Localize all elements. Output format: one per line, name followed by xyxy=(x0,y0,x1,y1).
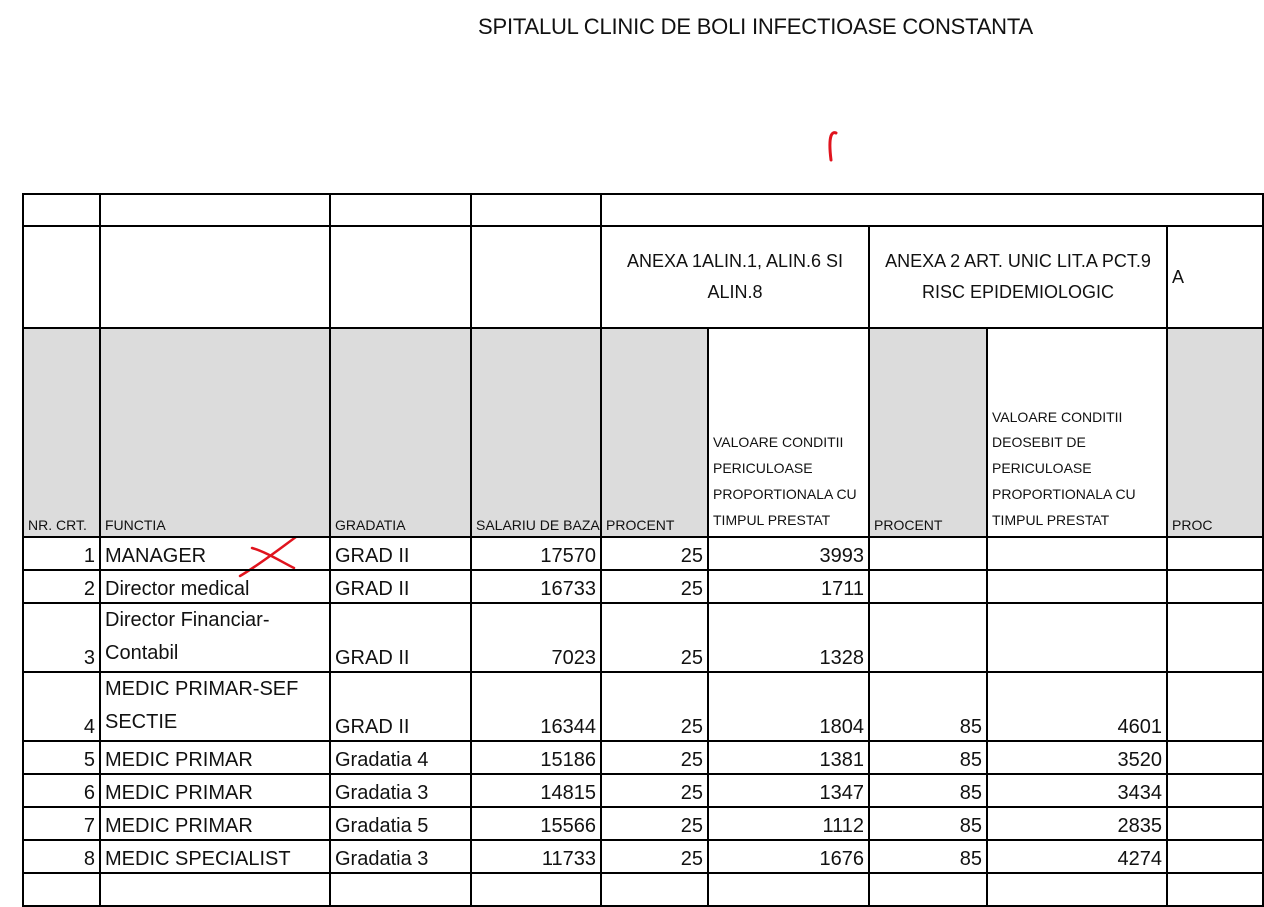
cell-valoare1: 3993 xyxy=(708,537,869,570)
cell-salariu: 16733 xyxy=(471,570,601,603)
blank-cell xyxy=(23,226,100,328)
blank-header-row xyxy=(23,194,1263,226)
cell-nr xyxy=(23,873,100,906)
cell-procent1: 25 xyxy=(601,741,708,774)
cell-valoare1: 1347 xyxy=(708,774,869,807)
table-row-cutoff xyxy=(23,873,1263,906)
col-header-procent3: PROC xyxy=(1167,328,1263,537)
cell-functia: MEDIC PRIMAR xyxy=(100,741,330,774)
group-header-row xyxy=(23,226,1263,328)
cell-procent2 xyxy=(869,537,987,570)
cell-procent3 xyxy=(1167,873,1263,906)
cell-salariu: 14815 xyxy=(471,774,601,807)
salary-table-wrapper xyxy=(22,193,1262,907)
cell-functia: Director medical xyxy=(100,570,330,603)
cell-procent1: 25 xyxy=(601,603,708,672)
cell-functia: MEDIC PRIMAR xyxy=(100,774,330,807)
col-header-functia: FUNCTIA xyxy=(100,328,330,537)
cell-valoare1: 1328 xyxy=(708,603,869,672)
cell-procent2: 85 xyxy=(869,741,987,774)
cell-valoare1 xyxy=(708,873,869,906)
col-header-nr: NR. CRT. xyxy=(23,328,100,537)
col-header-procent2: PROCENT xyxy=(869,328,987,537)
cell-procent1 xyxy=(601,873,708,906)
cell-procent3 xyxy=(1167,603,1263,672)
cell-gradatia: Gradatia 5 xyxy=(330,807,471,840)
table-row xyxy=(23,570,1263,603)
cell-gradatia xyxy=(330,873,471,906)
cell-salariu: 17570 xyxy=(471,537,601,570)
red-pen-mark xyxy=(822,128,842,164)
cell-functia: Director Financiar-Contabil xyxy=(100,603,330,672)
cell-salariu: 15566 xyxy=(471,807,601,840)
cell-valoare1: 1676 xyxy=(708,840,869,873)
cell-gradatia: Gradatia 3 xyxy=(330,774,471,807)
cell-salariu: 16344 xyxy=(471,672,601,741)
group-header-anexa1: ANEXA 1ALIN.1, ALIN.6 SI ALIN.8 xyxy=(601,226,869,328)
cell-gradatia: GRAD II xyxy=(330,603,471,672)
blank-cell xyxy=(330,194,471,226)
cell-procent1: 25 xyxy=(601,774,708,807)
cell-valoare2: 4601 xyxy=(987,672,1167,741)
cell-valoare1: 1711 xyxy=(708,570,869,603)
cell-gradatia: GRAD II xyxy=(330,537,471,570)
blank-cell xyxy=(100,194,330,226)
cell-procent2: 85 xyxy=(869,774,987,807)
table-row xyxy=(23,603,1263,672)
cell-nr: 5 xyxy=(23,741,100,774)
cell-salariu xyxy=(471,873,601,906)
document-title: SPITALUL CLINIC DE BOLI INFECTIOASE CONSTANTA xyxy=(478,14,1033,39)
cell-procent1: 25 xyxy=(601,537,708,570)
blank-cell xyxy=(330,226,471,328)
blank-cell xyxy=(100,226,330,328)
cell-valoare2: 4274 xyxy=(987,840,1167,873)
cell-salariu: 11733 xyxy=(471,840,601,873)
cell-gradatia: GRAD II xyxy=(330,672,471,741)
salary-table xyxy=(22,193,1264,907)
group-header-anexa2: ANEXA 2 ART. UNIC LIT.A PCT.9 RISC EPIDEMIOLOGIC xyxy=(869,226,1167,328)
cell-procent2: 85 xyxy=(869,807,987,840)
cell-procent1: 25 xyxy=(601,672,708,741)
cell-valoare2 xyxy=(987,873,1167,906)
cell-procent2 xyxy=(869,873,987,906)
cell-procent3 xyxy=(1167,537,1263,570)
table-row xyxy=(23,741,1263,774)
cell-valoare2: 2835 xyxy=(987,807,1167,840)
cell-procent1: 25 xyxy=(601,840,708,873)
column-header-row xyxy=(23,328,1263,537)
cell-salariu: 15186 xyxy=(471,741,601,774)
col-header-valoare1: VALOARE CONDITII PERICULOASE PROPORTIONALA CU TIMPUL PRESTAT xyxy=(708,328,869,537)
cell-procent1: 25 xyxy=(601,570,708,603)
table-row xyxy=(23,672,1263,741)
blank-cell xyxy=(471,226,601,328)
cell-nr: 6 xyxy=(23,774,100,807)
cell-procent1: 25 xyxy=(601,807,708,840)
cell-procent2: 85 xyxy=(869,672,987,741)
cell-procent2: 85 xyxy=(869,840,987,873)
table-row xyxy=(23,807,1263,840)
cell-procent3 xyxy=(1167,570,1263,603)
blank-cell xyxy=(471,194,601,226)
table-row xyxy=(23,537,1263,570)
cell-procent3 xyxy=(1167,807,1263,840)
table-row xyxy=(23,774,1263,807)
cell-valoare1: 1112 xyxy=(708,807,869,840)
cell-valoare1: 1804 xyxy=(708,672,869,741)
cell-nr: 4 xyxy=(23,672,100,741)
col-header-procent1: PROCENT xyxy=(601,328,708,537)
cell-valoare1: 1381 xyxy=(708,741,869,774)
cell-functia: MEDIC SPECIALIST xyxy=(100,840,330,873)
cell-valoare2 xyxy=(987,537,1167,570)
cell-functia xyxy=(100,873,330,906)
cell-gradatia: GRAD II xyxy=(330,570,471,603)
cell-procent3 xyxy=(1167,840,1263,873)
cell-nr: 2 xyxy=(23,570,100,603)
cell-procent3 xyxy=(1167,741,1263,774)
cell-valoare2 xyxy=(987,570,1167,603)
cell-procent2 xyxy=(869,603,987,672)
cell-gradatia: Gradatia 3 xyxy=(330,840,471,873)
cell-functia: MANAGER xyxy=(100,537,330,570)
col-header-gradatia: GRADATIA xyxy=(330,328,471,537)
cell-nr: 7 xyxy=(23,807,100,840)
cell-procent2 xyxy=(869,570,987,603)
cell-salariu: 7023 xyxy=(471,603,601,672)
blank-cell xyxy=(23,194,100,226)
cell-valoare2: 3520 xyxy=(987,741,1167,774)
col-header-salariu: SALARIU DE BAZA xyxy=(471,328,601,537)
cell-procent3 xyxy=(1167,774,1263,807)
cell-gradatia: Gradatia 4 xyxy=(330,741,471,774)
cell-procent3 xyxy=(1167,672,1263,741)
cell-nr: 8 xyxy=(23,840,100,873)
blank-cell xyxy=(601,194,1263,226)
cell-nr: 3 xyxy=(23,603,100,672)
col-header-valoare2: VALOARE CONDITII DEOSEBIT DE PERICULOASE PROPORTIONALA CU TIMPUL PRESTAT xyxy=(987,328,1167,537)
group-header-anexa3: A xyxy=(1167,226,1263,328)
cell-valoare2 xyxy=(987,603,1167,672)
cell-nr: 1 xyxy=(23,537,100,570)
cell-functia: MEDIC PRIMAR-SEF SECTIE xyxy=(100,672,330,741)
cell-valoare2: 3434 xyxy=(987,774,1167,807)
cell-functia: MEDIC PRIMAR xyxy=(100,807,330,840)
table-row xyxy=(23,840,1263,873)
